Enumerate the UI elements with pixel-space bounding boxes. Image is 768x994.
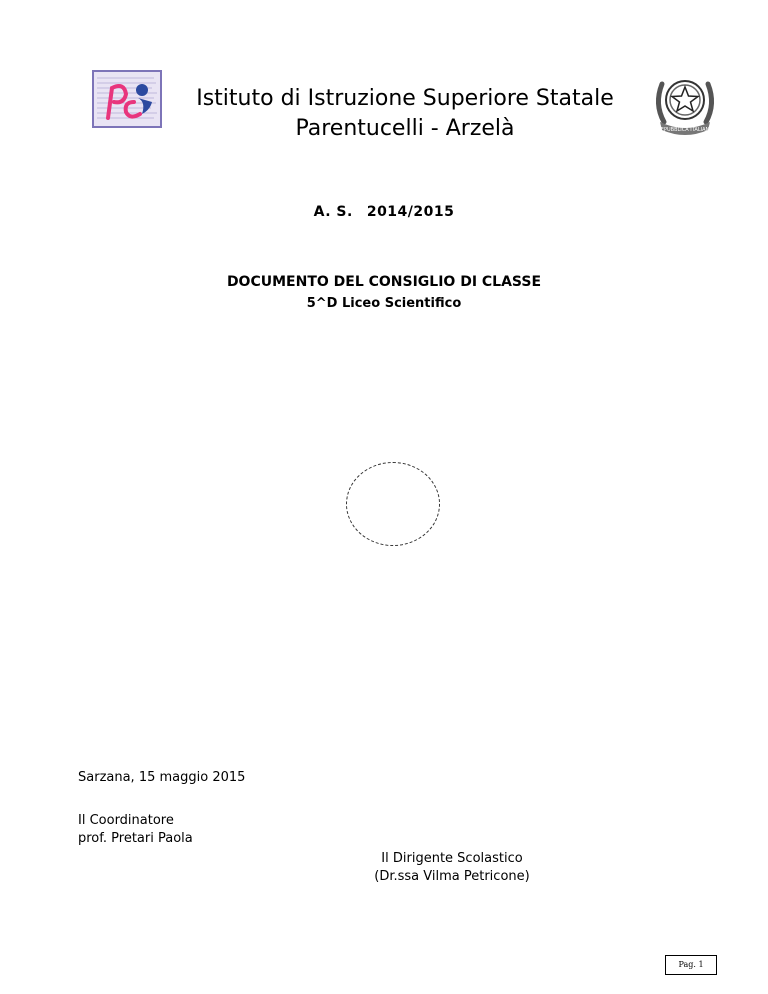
director-role: Il Dirigente Scolastico xyxy=(381,851,523,866)
school-logo-icon xyxy=(92,70,162,128)
school-title-line2: Parentucelli - Arzelà xyxy=(295,116,515,141)
place-date: Sarzana, 15 maggio 2015 xyxy=(78,770,246,785)
emblem-text: REPUBBLICA ITALIANA xyxy=(657,127,713,133)
coordinator-role: Il Coordinatore xyxy=(78,813,174,828)
academic-year-label: A. S. xyxy=(313,204,353,220)
document-title: DOCUMENTO DEL CONSIGLIO DI CLASSE xyxy=(226,274,542,290)
academic-year-value: 2014/2015 xyxy=(366,204,455,220)
school-title-line1: Istituto di Istruzione Superiore Statale xyxy=(196,86,614,111)
italian-republic-emblem-icon xyxy=(650,70,720,138)
director-name: (Dr.ssa Vilma Petricone) xyxy=(374,869,530,884)
academic-year xyxy=(0,204,768,220)
page-number: Pag. 1 xyxy=(665,955,717,975)
coordinator-name: prof. Pretari Paola xyxy=(78,831,193,846)
document-subtitle: 5^D Liceo Scientifico xyxy=(306,296,462,311)
stamp-placeholder-icon xyxy=(346,462,440,546)
